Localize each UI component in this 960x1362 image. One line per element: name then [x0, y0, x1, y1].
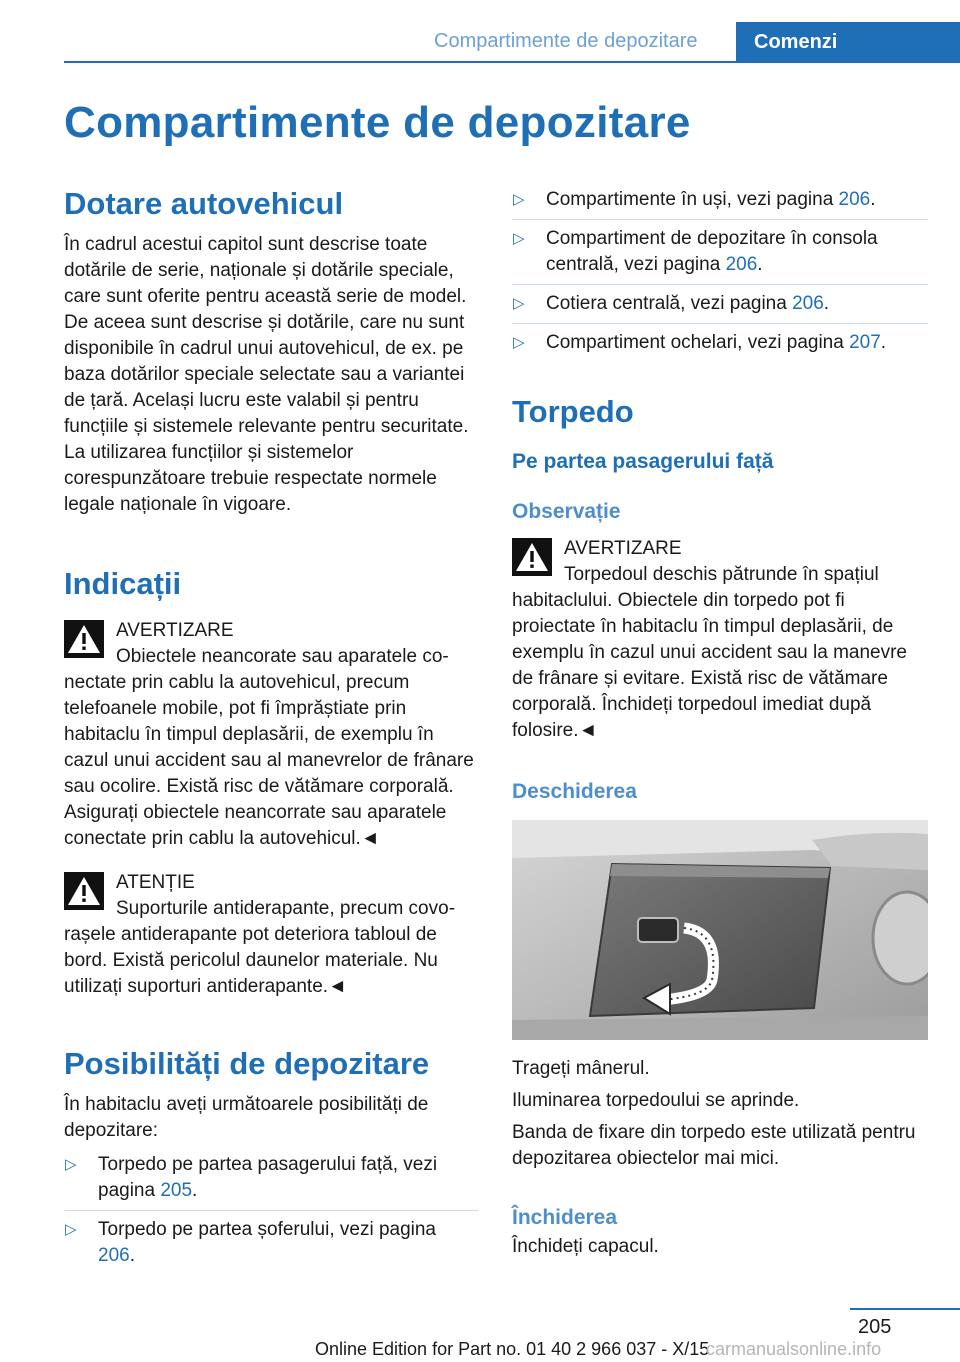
storage-list [512, 187, 928, 356]
glovebox-photo [512, 820, 928, 1040]
list-item: ▷ Compartimente în uși, vezi pagina 206. [512, 187, 928, 220]
warning-1-text: nectate prin cablu la autovehicul, precum telefoanele mobile, pot fi împrăștiate prin habitaclu în timpul deplasării, de exemplu în cazul unui accident sau al manevrelor de frânare sau ocolire. Există risc de vătămare corporală. Asigurați obiectele neancorrate sau aparatele conectate prin cablu la autovehicul.◄ [64, 672, 474, 849]
list-item: ▷ Torpedo pe partea șoferului, vezi pagina 206. [65, 1219, 437, 1266]
inchiderea-heading: Închiderea [512, 1206, 618, 1229]
pull-handle-text: Trageți mânerul. [512, 1058, 650, 1079]
dotare-heading: Dotare autovehicul [64, 186, 344, 221]
page-link[interactable]: 206 [838, 189, 871, 210]
triangle-bullet-icon: ▷ [65, 1221, 77, 1238]
triangle-bullet-icon: ▷ [513, 191, 525, 208]
observatie-heading: Observație [512, 500, 621, 523]
warning-block-1 [64, 618, 478, 852]
page-link[interactable]: 207 [849, 332, 881, 353]
warning-block-2 [64, 870, 478, 1000]
page-link[interactable]: 206 [98, 1245, 130, 1266]
glovebox-illustration [512, 820, 928, 1040]
warning-1-label: AVERTIZARE [116, 620, 234, 641]
header-rule [64, 61, 960, 63]
right-column [512, 180, 928, 1260]
list-item: ▷ Compartiment de depozitare în consola centrală, vezi pagina 206. [512, 226, 928, 285]
posibilitati-intro: În habitaclu aveți următoarele posibilități de depozitare: [64, 1094, 429, 1141]
page-title: Compartimente de depozitare [64, 98, 691, 147]
page-link[interactable]: 205 [160, 1180, 193, 1201]
list-item: ▷ Compartiment ochelari, vezi pagina 207. [512, 330, 928, 356]
header-chapter-tab[interactable]: Comenzi [736, 22, 960, 63]
footer-rule [850, 1308, 960, 1310]
indicatii-heading: Indicații [64, 566, 182, 601]
warning-triangle-icon [512, 538, 552, 576]
warning-block-3 [512, 536, 928, 744]
triangle-bullet-icon: ▷ [513, 230, 525, 247]
page-number: 205 [858, 1316, 892, 1338]
torpedo-heading: Torpedo [512, 394, 634, 429]
close-lid-text: Închideți capacul. [512, 1236, 659, 1257]
triangle-bullet-icon: ▷ [65, 1156, 77, 1173]
page-link[interactable]: 206 [792, 293, 824, 314]
left-column [64, 180, 478, 1269]
warning-3-text: habitaclului. Obiectele din torpedo pot fi proiectate în habitaclu în timpul deplasării, de exemplu în cazul unui accident sau la manevre de frânare și evitare. Există risc de vătămare corporală. Închideți torpedoul imediat după folosire.◄ [512, 590, 908, 741]
pasager-heading: Pe partea pasagerului față [512, 450, 774, 473]
posibilitati-heading: Posibilități de depozitare [64, 1046, 430, 1081]
strap-text: Banda de fixare din torpedo este utilizată pentru depozitarea obiectelor mai mici. [512, 1122, 916, 1169]
posibilitati-list [64, 1152, 478, 1269]
warning-2-text: rașele antiderapante pot deteriora tabloul de bord. Există pericolul daunelor materiale. Nu utilizați suporturi antiderapante.◄ [64, 924, 438, 997]
warning-3-first-line: Torpedoul deschis pătrunde în spațiul [564, 564, 879, 585]
warning-triangle-icon [64, 872, 104, 910]
triangle-bullet-icon: ▷ [513, 334, 525, 351]
warning-2-label: ATENȚIE [116, 872, 195, 893]
warning-1-first-line: Obiectele neancorate sau aparatele co- [116, 646, 449, 667]
edition-text: Online Edition for Part no. 01 40 2 966 037 - X/15 [315, 1339, 710, 1359]
list-item: ▷ Torpedo pe partea pasagerului față, vezi pagina 205. [64, 1152, 478, 1211]
header-section-title: Compartimente de depozitare [434, 30, 698, 52]
warning-3-label: AVERTIZARE [564, 538, 682, 559]
warning-2-first-line: Suporturile antiderapante, precum covo- [116, 898, 456, 919]
deschiderea-heading: Deschiderea [512, 780, 637, 803]
page-link[interactable]: 206 [725, 254, 758, 275]
watermark-text: carmanualsonline.info [706, 1339, 882, 1359]
illumination-text: Iluminarea torpedoului se aprinde. [512, 1090, 800, 1111]
list-item: ▷ Cotiera centrală, vezi pagina 206. [512, 291, 928, 324]
dotare-body: În cadrul acestui capitol sunt descrise toate dotările de serie, naționale și dotările speciale, care sunt oferite pentru această serie de model. De aceea sunt descrise și dotările, care nu sunt disponibile în cadrul unui autovehicul, de ex. pe baza dotărilor speciale selectate sau a variantei de țară. Același lucru este valabil și pentru funcțiile și sistemele relevante pentru securitate. La utilizarea funcțiilor și sistemelor corespunzătoare trebuie respectate normele legale naționale în vigoare. [64, 234, 469, 515]
triangle-bullet-icon: ▷ [513, 295, 525, 312]
warning-triangle-icon [64, 620, 104, 658]
